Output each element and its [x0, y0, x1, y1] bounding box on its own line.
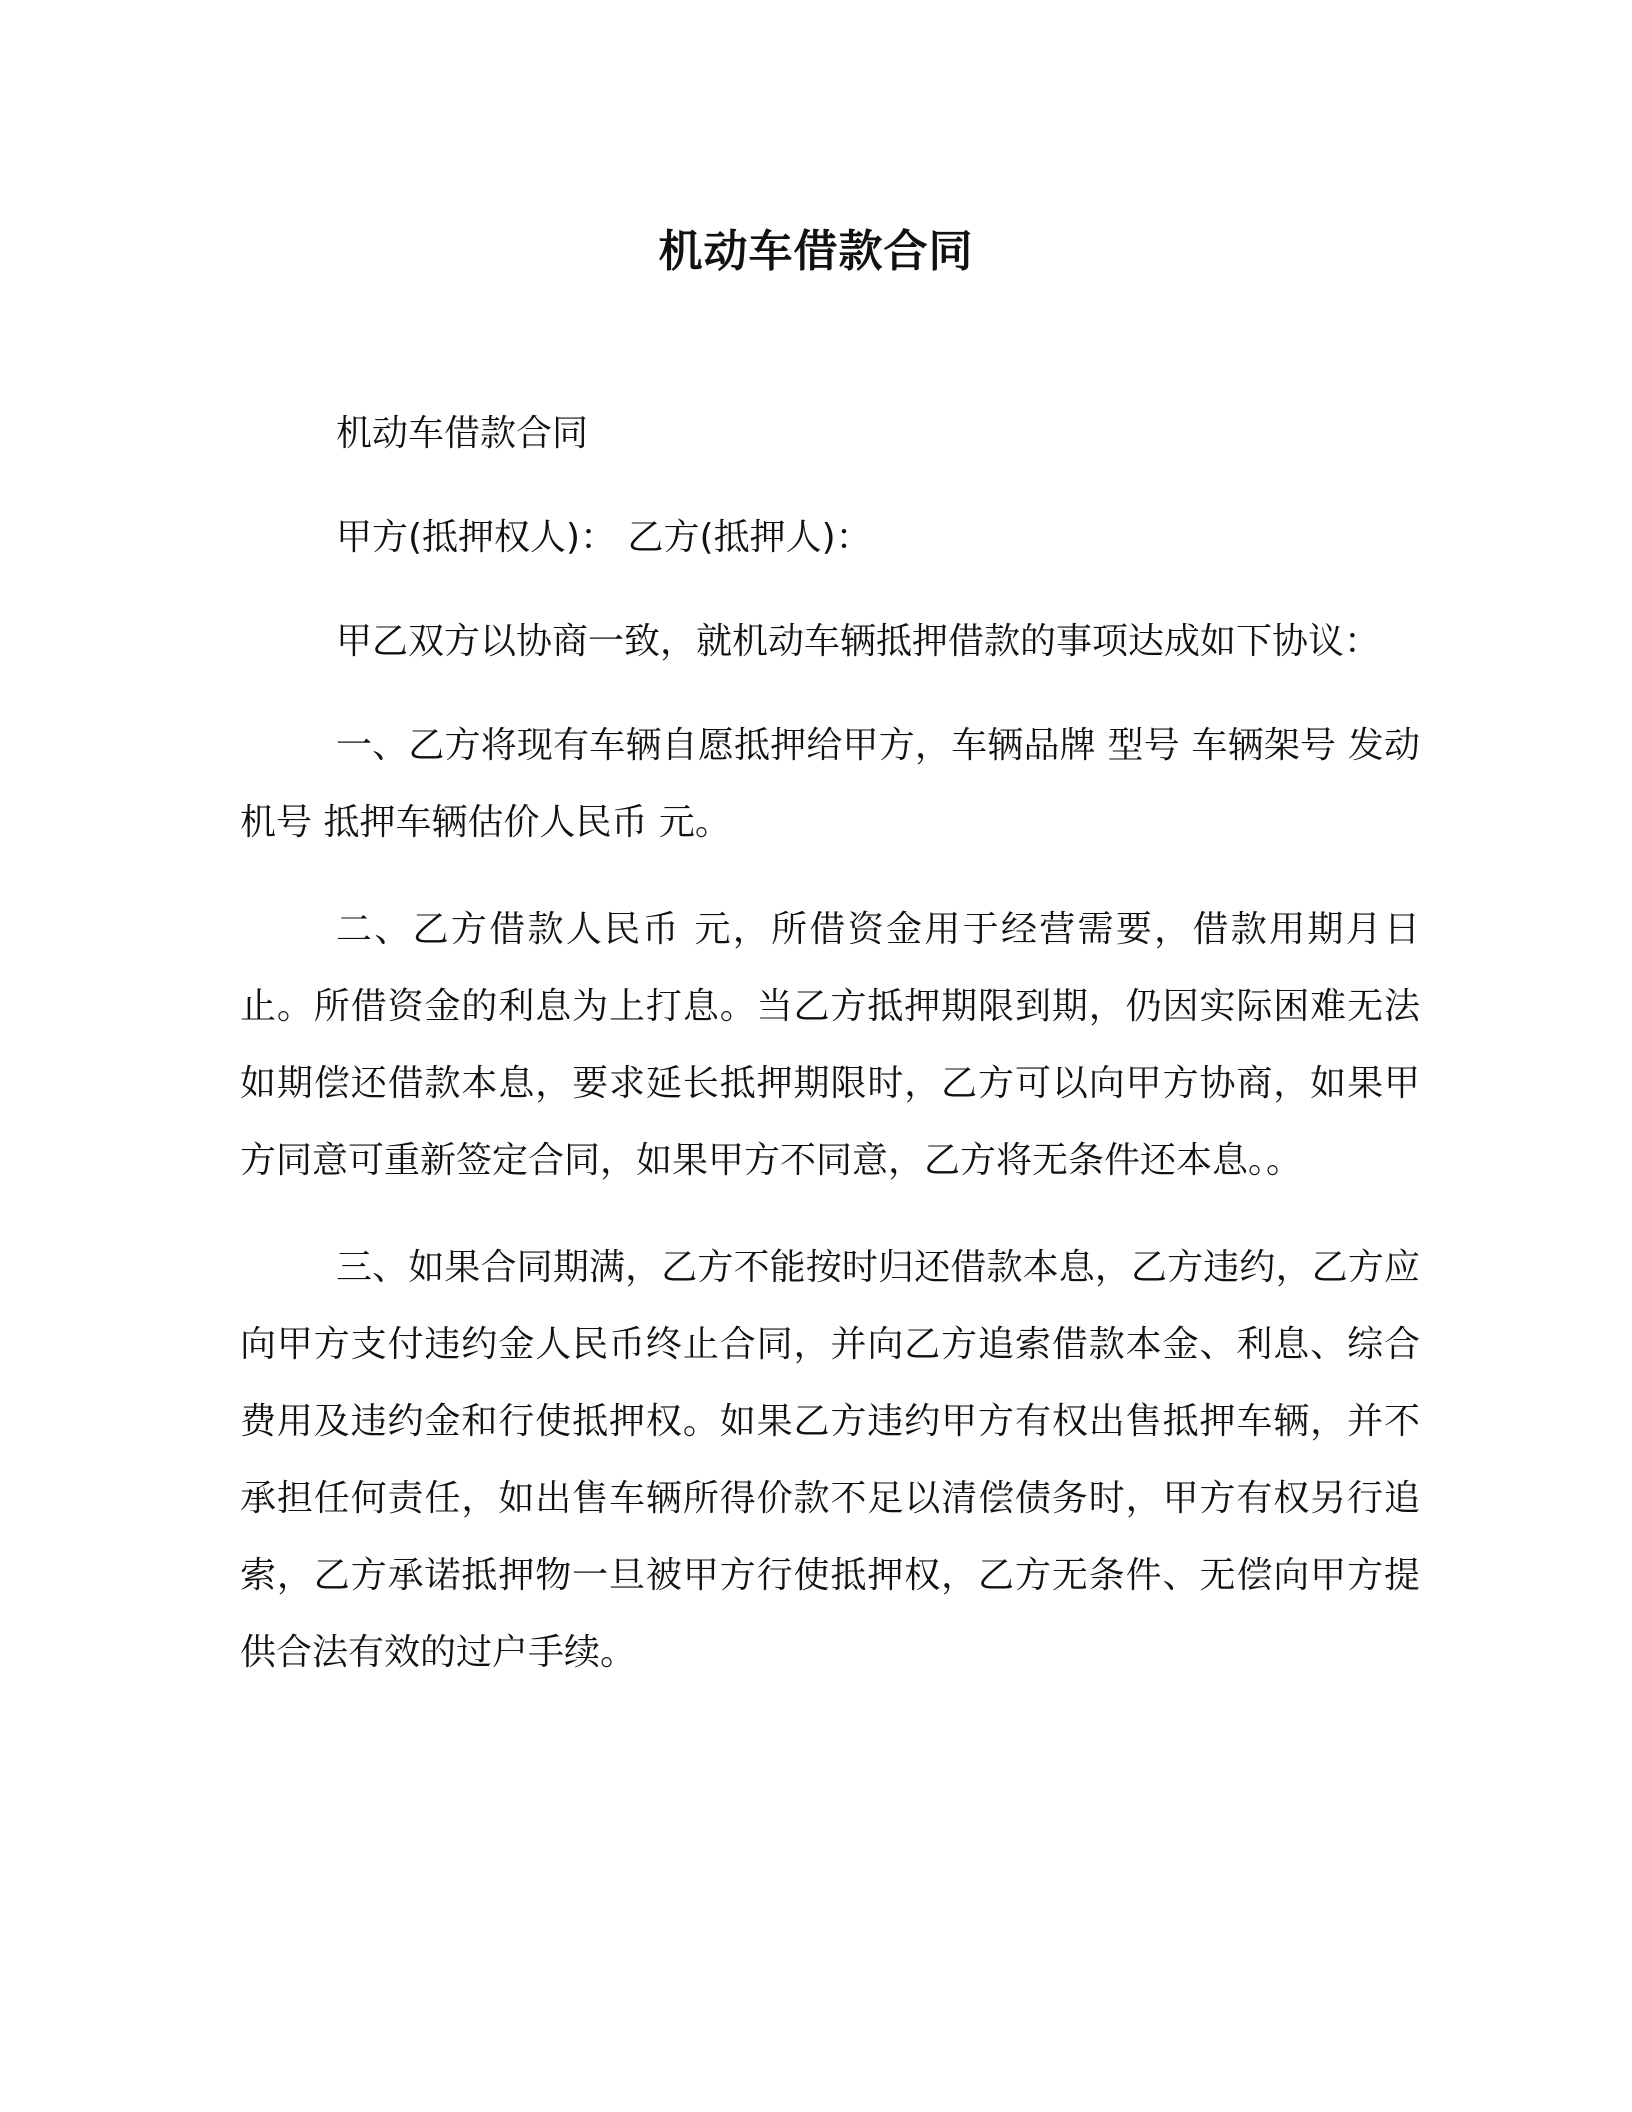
paragraph-parties: 甲方(抵押权人)： 乙方(抵押人)： [336, 517, 872, 558]
paragraph-clause-2: 二、乙方借款人民币 元，所借资金用于经营需要，借款用期月日止。所借资金的利息为上打息。当乙方抵押期限到期，仍因实际困难无法如期偿还借款本息，要求延长抵押期限时，乙方可以向甲方协商，如果甲方同意可重新签定合同，如果甲方不同意，乙方将无条件还本息。。 [240, 909, 1420, 1181]
document-title: 机动车借款合同 [658, 226, 974, 277]
paragraph-agreement-intro: 甲乙双方以协商一致，就机动车辆抵押借款的事项达成如下协议： [336, 621, 1381, 662]
paragraph-clause-1: 一、乙方将现有车辆自愿抵押给甲方，车辆品牌 型号 车辆架号 发动机号 抵押车辆估价人民币 元。 [240, 725, 1420, 843]
paragraph-heading: 机动车借款合同 [336, 413, 589, 454]
paragraph-clause-3: 三、如果合同期满，乙方不能按时归还借款本息，乙方违约，乙方应向甲方支付违约金人民币终止合同，并向乙方追索借款本金、利息、综合费用及违约金和行使抵押权。如果乙方违约甲方有权出售抵押车辆，并不承担任何责任，如出售车辆所得价款不足以清偿债务时，甲方有权另行追索，乙方承诺抵押物一旦被甲方行使抵押权，乙方无条件、无偿向甲方提供合法有效的过户手续。 [240, 1247, 1420, 1673]
document-body [240, 395, 1420, 1718]
